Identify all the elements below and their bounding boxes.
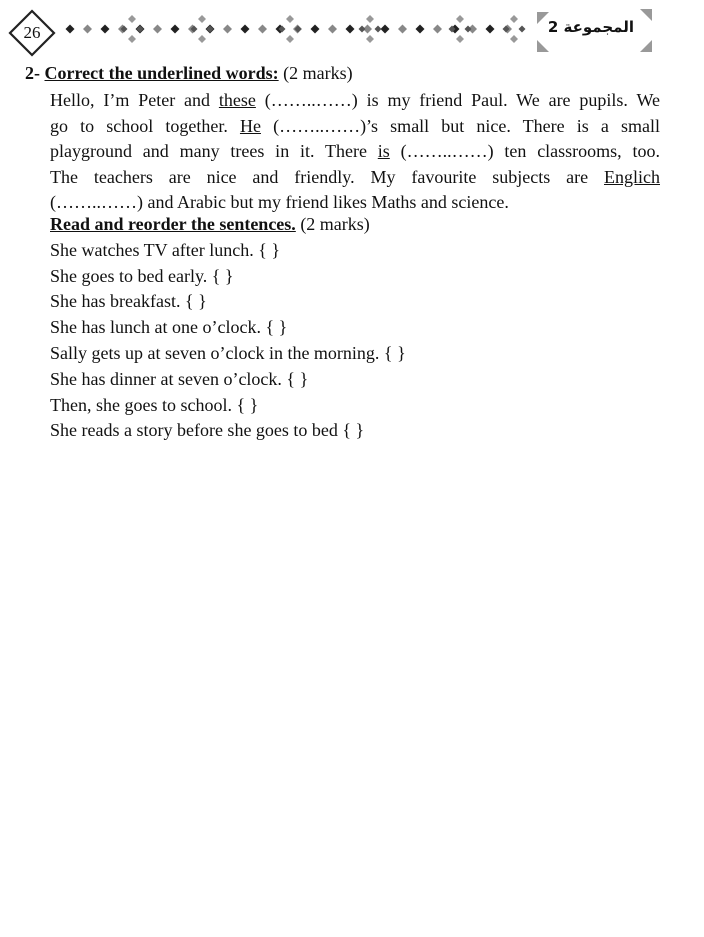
reorder-heading — [50, 212, 406, 238]
reorder-sentence: She has lunch at one o’clock. { } — [50, 317, 288, 338]
ornament-diamond — [416, 25, 425, 34]
paragraph-line: go to school together. He (……..……)’s small but nice. There is a small — [50, 115, 660, 136]
corner-bracket-icon — [537, 12, 551, 26]
question-marks: (2 marks) — [283, 63, 353, 83]
paragraph-line: Hello, I’m Peter and these (……..……) is my friend Paul. We are pupils. We — [50, 90, 660, 110]
ornament-diamond — [433, 25, 442, 34]
ornament-diamond — [66, 25, 75, 34]
ornament-diamond — [366, 35, 374, 43]
ornament-diamond — [486, 25, 495, 34]
reorder-sentence: She has breakfast. { } — [50, 291, 207, 312]
corner-bracket-icon — [638, 38, 652, 52]
ornament-diamond — [286, 35, 294, 43]
ornament-diamond — [241, 25, 250, 34]
ornament-diamond — [311, 25, 320, 34]
diamond-ornament-border — [62, 10, 532, 50]
question-number: 2- — [25, 63, 40, 83]
ornament-diamond — [128, 15, 136, 23]
ornament-diamond — [366, 15, 374, 23]
question-instruction: Correct the underlined words: — [44, 63, 279, 83]
ornament-diamond — [207, 26, 214, 33]
corner-bracket-icon — [537, 38, 551, 52]
reorder-sentence: Then, she goes to school. { } — [50, 394, 259, 415]
page-header — [0, 0, 704, 58]
ornament-diamond — [101, 25, 110, 34]
question-paragraph — [50, 88, 660, 216]
reorder-sentence: Sally gets up at seven o’clock in the morning. { } — [50, 342, 406, 363]
ornament-diamond — [375, 26, 382, 33]
ornament-diamond — [83, 25, 92, 34]
reorder-instruction: Read and reorder the sentences. — [50, 214, 296, 234]
ornament-diamond — [510, 15, 518, 23]
paragraph-line: The teachers are nice and friendly. My favourite subjects are Englich — [50, 166, 660, 187]
ornament-diamond — [456, 35, 464, 43]
ornament-diamond — [359, 26, 366, 33]
corner-bracket-icon — [638, 9, 652, 23]
question-heading — [25, 60, 353, 86]
reorder-sentence: She has dinner at seven o’clock. { } — [50, 368, 309, 389]
ornament-diamond — [137, 26, 144, 33]
ornament-diamond — [286, 15, 294, 23]
ornament-diamond — [223, 25, 232, 34]
page-number: 26 — [23, 23, 41, 42]
ornament-diamond — [198, 15, 206, 23]
ornament-diamond — [346, 25, 355, 34]
reorder-sentence: She reads a story before she goes to bed { } — [50, 420, 365, 441]
ornament-diamond — [519, 26, 526, 33]
ornament-diamond — [171, 25, 180, 34]
ornament-diamond — [198, 35, 206, 43]
underlined-word: these — [218, 90, 256, 110]
ornament-diamond — [398, 25, 407, 34]
ornament-diamond — [328, 25, 337, 34]
ornament-diamond — [510, 35, 518, 43]
reorder-marks: (2 marks) — [300, 214, 370, 234]
group-label: المجموعة 2 — [547, 18, 634, 36]
underlined-word: He — [239, 115, 261, 136]
ornament-diamond — [381, 25, 390, 34]
paragraph-line: (……..……) and Arabic but my friend likes Maths and science. — [50, 192, 509, 212]
ornament-diamond — [153, 25, 162, 34]
ornament-diamond — [128, 35, 136, 43]
ornament-diamond — [258, 25, 267, 34]
reorder-section — [50, 212, 406, 444]
reorder-sentence: She goes to bed early. { } — [50, 265, 234, 286]
underlined-word: is — [377, 141, 390, 161]
ornament-diamond — [456, 15, 464, 23]
underlined-word: Englich — [604, 166, 660, 187]
paragraph-line: playground and many trees in it. There is (……..……) ten classrooms, too. — [50, 141, 660, 161]
reorder-sentence: She watches TV after lunch. { } — [50, 239, 281, 260]
